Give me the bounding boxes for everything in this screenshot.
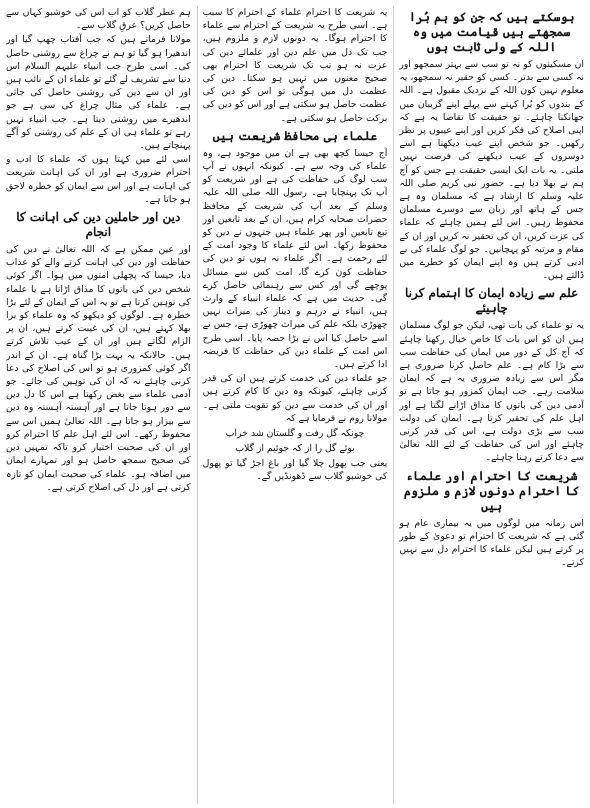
section-heading: دین اور حاملین دین کی اہانت کا انجام	[16, 210, 181, 240]
body-paragraph: آج جیسا کچھ بھی ہے ان میں موجود ہے، وہ علماء کی وجہ سے ہے۔ کیونکہ انہوں نے آپ سب لوگ کی حفاظت کی ہے اور شریعت کو آپ تک پہنچایا ہے۔ رسول اللہ صلی اللہ علیہ وسلم کے بعد آپ کی شریعت کے محافظ حضرات صحابہ کرام ہیں، ان کے بعد تابعین اور تبع تابعین اور پھر علماء ہیں جنہوں نے دین کو محفوظ رکھا۔ اس لئے علماء کا وجود امت کے لئے رحمت ہے۔ اگر علماء نہ ہوں تو دین کی حفاظت کون کرے گا، امت کس سے مسائل پوچھے گی اور کس سے رہنمائی حاصل کرے گی۔ حدیث میں ہے کہ علماء انبیاء کے وارث ہیں، انبیاء نے درہم و دینار کی میراث نہیں چھوڑی بلکہ علم کی میراث چھوڑی ہے، جس نے اسے حاصل کیا اس نے بڑا حصہ پایا۔ اسی طرح اس امت کے علماء دین کی حفاظت کا فریضہ ادا کرتے ہیں۔	[202, 147, 388, 371]
body-paragraph: یہ شریعت کا احترام علماء کے احترام کا سبب ہے۔ اسی طرح یہ شریعت کے احترام سے علماء کا احترام ہوگا۔ یہ دونوں لازم و ملزوم ہیں، جب تک دل میں علم دین اور علمائے دین کی عزت نہ ہو تب تک شریعت کا احترام بھی صحیح معنوں میں نہیں ہو سکتا۔ دین کی عظمت دل میں ہوگی تو اس کو دین کی عظمت حاصل ہو سکتی ہے اور اس کو دین کی برکت حاصل ہو سکتی ہے۔	[202, 7, 388, 124]
text-column-2	[197, 6, 388, 804]
body-paragraph: جو علماء دین کی خدمت کرتے ہیں ان کی قدر کرنی چاہئے، کیونکہ وہ دین کا کام کرتے ہیں اور ان کی خدمت سے دین کو تقویت ملتی ہے۔ مولانا روم نے فرمایا ہے کہ	[202, 373, 388, 424]
body-paragraph: ہم عطر گلاب کو اب اس کی خوشبو کہاں سے حاصل کریں؟ عرقِ گلاب سے۔	[5, 7, 191, 32]
section-heading: شریعت کا احترام اور علماء کا احترام دونوں لازم و ملزوم ہیں	[403, 468, 580, 513]
body-paragraph: اور عین ممکن ہے کہ اللہ تعالیٰ نے دین کی حفاظت اور دین کی اہانت کرنے والے کو عذاب دیا، جیسا کہ پچھلی امتوں میں ہوا۔ اگر کوئی شخص دین کی باتوں کا مذاق اڑاتا ہے یا علماء کی توہین کرتا ہے تو یہ اس کے ایمان کے لئے بڑا خطرہ ہے۔ لوگوں کو دیکھو کہ وہ علماء کو برا بھلا کہتے ہیں، ان کی غیبت کرتے ہیں، ان پر الزام لگاتے ہیں اور ان کے عیب تلاش کرتے ہیں۔ حالانکہ یہ بہت بڑا گناہ ہے۔ ان کے اندر اگر کوئی کمزوری ہو تو اس کی اصلاح کی دعا کرنی چاہئے نہ کہ ان کی توہین کی جائے۔ جو آدمی علماء سے بغض رکھتا ہے اس کا دل دین سے دور ہوتا جاتا ہے اور آہستہ آہستہ وہ دین سے بیزار ہو جاتا ہے۔ اللہ تعالیٰ ہمیں اس سے محفوظ رکھے۔ اس لئے اہل علم کا احترام کرو اور ان کی صحبت اختیار کرو تاکہ تمہیں دین کی صحیح سمجھ حاصل ہو اور تمہارے ایمان میں اضافہ ہو۔ علماء کی صحبت ایمان کو تازہ کرتی ہے اور دل کی اصلاح کرتی ہے۔	[5, 244, 191, 493]
poetry-couplet: چونکہ گل رفت و گلستان شد خراب	[225, 428, 365, 440]
body-paragraph: یہ تو علماء کی بات تھی، لیکن جو لوگ مسلمان ہیں ان کو اس بات کا خاص خیال رکھنا چاہئے کہ آج کل کے دور میں ایمان کی حفاظت سب سے بڑا کام ہے۔ علم حاصل کرنا ضروری ہے مگر اس سے زیادہ ضروری یہ ہے کہ ایمان سلامت رہے۔ جب ایمان کمزور ہو جاتا ہے تو آدمی دین کی باتوں کا مذاق اڑانے لگتا ہے اور اہل علم کی تحقیر کرتا ہے۔ ایمان کی دولت سب سے بڑی دولت ہے، اس کی قدر کرنی چاہئے اور اس کی حفاظت کے لئے اللہ تعالیٰ سے دعا کرتے رہنا چاہئے۔	[399, 320, 584, 464]
body-paragraph: اس زمانہ میں لوگوں میں یہ بیماری عام ہو گئی ہے کہ شریعت کا احترام تو دعویٰ کے طور پر کرتے ہیں لیکن علماء کا احترام دل سے نہیں کرتے۔	[399, 517, 584, 569]
section-heading: علم سے زیادہ ایمان کا اہتمام کرنا چاہیئے	[405, 286, 579, 316]
body-paragraph: یعنی جب پھول چلا گیا اور باغ اجڑ گیا تو پھول کی خوشبو گلاب سے ڈھونڈیں گے۔	[202, 458, 388, 483]
text-column-3	[6, 6, 191, 804]
body-paragraph: اسی لئے میں کہتا ہوں کہ علماء کا ادب و احترام ضروری ہے اور ان کی اہانت شریعت کی اہانت ہے اور اس سے ایمان کو خطرہ لاحق ہو جاتا ہے۔	[5, 154, 191, 205]
body-paragraph: ان مسکینوں کو نہ تو سب سے بہتر سمجھو اور نہ کسی سے بدتر۔ کسی کو حقیر نہ سمجھو، یہ معلوم نہیں کون اللہ کے نزدیک مقبول ہے۔ اللہ کے بندوں کو بُرا کہنے سے پہلے اپنے گریبان میں جھانکنا چاہئے۔ تو حقیقت کا تقاضا یہ ہے کہ اپنی اصلاح کی فکر کریں اور اپنے عیبوں پر نظر رکھیں۔ جو شخص اپنے عیب دیکھتا ہے اسے دوسروں کے عیب دیکھنے کی فرصت نہیں ملتی۔ یہ بات ایک ایسی حقیقت ہے جس کو آج ہم نے بھلا دیا ہے۔ حضور نبی کریم صلی اللہ علیہ وسلم کا ارشاد ہے کہ مسلمان وہ ہے جس کے ہاتھ اور زبان سے دوسرے مسلمان محفوظ رہیں۔ اس لئے ہمیں چاہئے کہ علماء کی عزت کریں، ان کی تحقیر نہ کریں اور ان کے مقام و مرتبہ کو پہچانیں۔ جو لوگ علماء کی بے ادبی کرتے ہیں وہ اپنے ایمان کو خطرے میں ڈالتے ہیں۔	[399, 59, 584, 282]
poetry-couplet: بوئے گل را از کہ جوئیم از گلاب	[235, 443, 355, 455]
body-paragraph: مولانا فرماتے ہیں کہ جب آفتاب چھپ گیا اور اندھیرا ہو گیا تو ہم نے چراغ سے روشنی حاصل کی۔ اسی طرح جب انبیاء علیہم السلام اس دنیا سے تشریف لے گئے تو علماء ان کے نائب ہیں اور ان سے دین کی روشنی حاصل کی جاتی ہے۔ علماء کی مثال چراغ کی سی ہے جو اندھیرے میں روشنی دیتا ہے۔ جب انبیاء نہیں رہے تو علماء ہی ان کے علم کی روشنی کو آگے پہنچاتے ہیں۔	[5, 34, 191, 152]
section-heading: ہوسکتے ہیں کہ جن کو ہم بُرا سمجھتے ہیں قیامت میں وہ اللہ کے ولی ثابت ہوں	[408, 10, 575, 54]
section-heading: علماء ہی محافظ شریعت ہیں	[212, 128, 378, 143]
text-column-1	[393, 6, 584, 804]
